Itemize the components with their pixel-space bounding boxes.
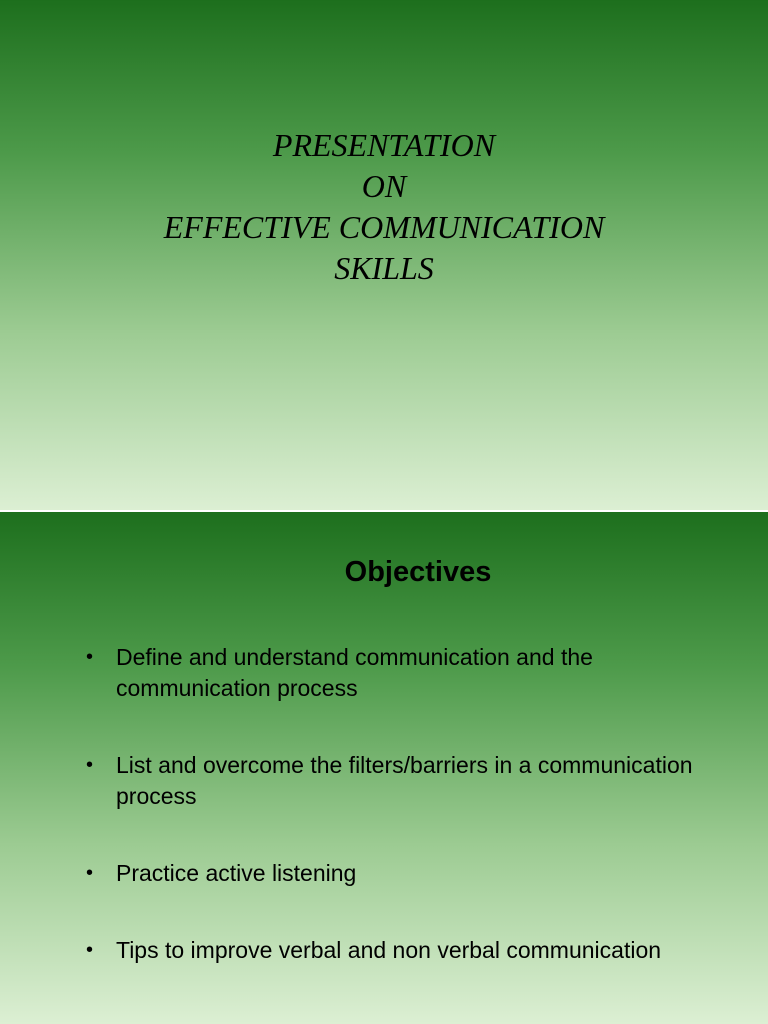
presentation-title: [0, 125, 768, 289]
bullet-icon: •: [86, 646, 94, 668]
bullet-icon: •: [86, 754, 94, 776]
list-item: [86, 858, 726, 889]
title-line: SKILLS: [334, 250, 434, 286]
title-slide: [0, 0, 768, 510]
objectives-list: [86, 642, 726, 1012]
objectives-slide: [0, 512, 768, 1024]
list-item-text: Define and understand communication and the communication process: [116, 644, 593, 701]
list-item: [86, 642, 726, 704]
bullet-icon: •: [86, 939, 94, 961]
list-item: [86, 935, 726, 966]
list-item-text: Tips to improve verbal and non verbal communication: [116, 937, 662, 963]
bullet-icon: •: [86, 862, 94, 884]
list-item: [86, 750, 726, 812]
title-line: EFFECTIVE COMMUNICATION: [163, 209, 605, 245]
title-line: PRESENTATION: [272, 127, 496, 163]
list-item-text: List and overcome the filters/barriers in a communication process: [116, 752, 693, 809]
title-line: ON: [361, 168, 407, 204]
list-item-text: Practice active listening: [116, 860, 357, 886]
slide-heading: Objectives: [344, 556, 492, 588]
